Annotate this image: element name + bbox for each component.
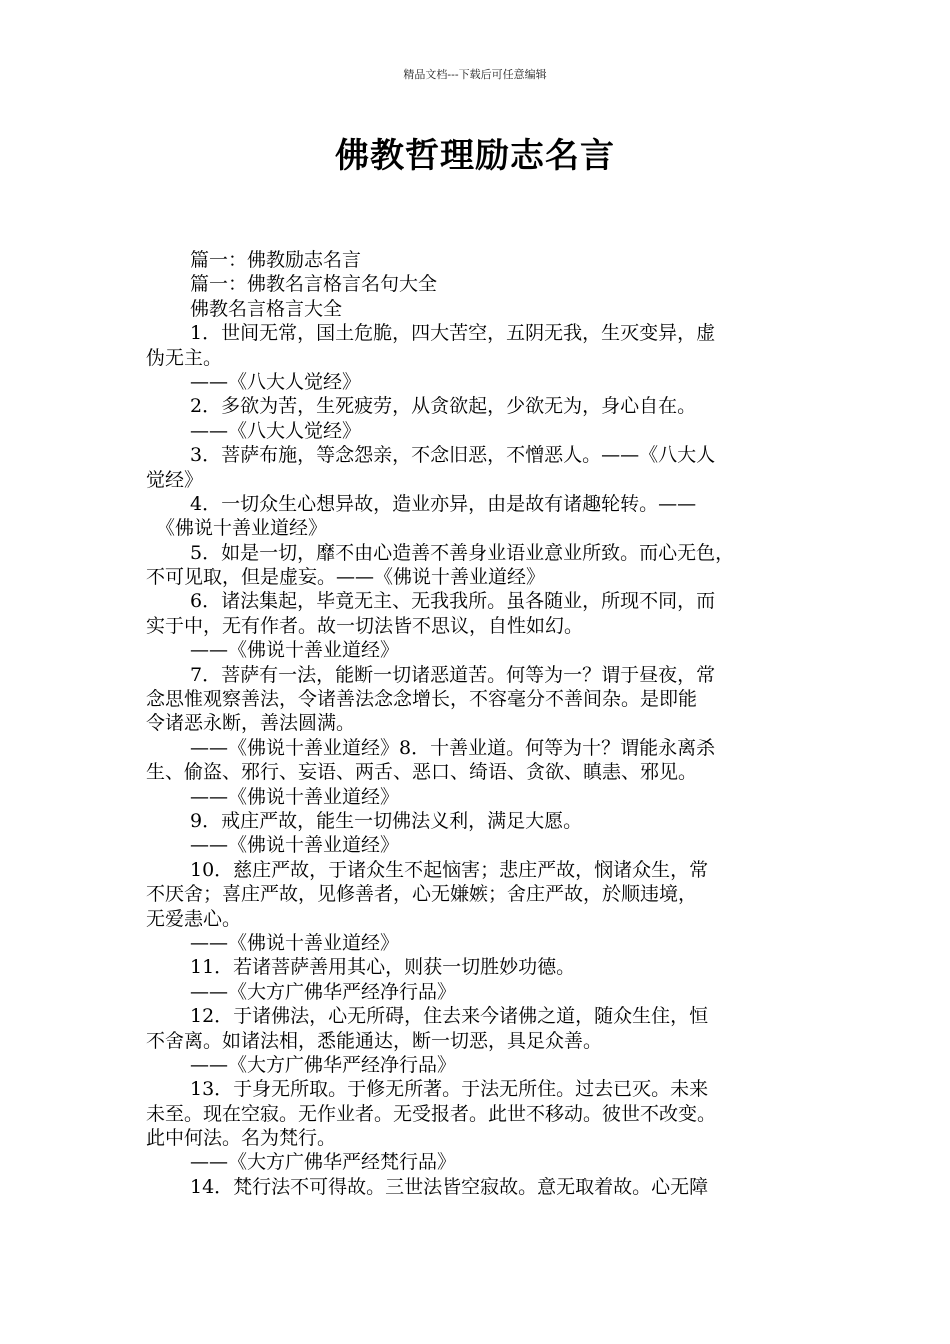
text-line: 5．如是一切，靡不由心造善不善身业语业意业所致。而心无色， [190,541,735,564]
text-line: 觉经》 [146,468,204,491]
text-line: 7．菩萨有一法，能断一切诸恶道苦。何等为一？谓于昼夜，常 [190,663,716,686]
text-line: ——《大方广佛华严经净行品》 [190,1053,457,1076]
text-line: ——《佛说十善业道经》 [190,639,400,662]
text-line: 无爱恚心。 [146,907,242,930]
text-line: ——《八大人觉经》 [190,419,362,442]
text-line: 佛教名言格言大全 [190,297,343,320]
text-line: 未至。现在空寂。无作业者。无受报者。此世不移动。彼世不改变。 [146,1102,717,1125]
text-line: 篇一：佛教名言格言名句大全 [190,273,438,296]
text-line: ——《佛说十善业道经》 [190,834,400,857]
text-line: ——《大方广佛华严经梵行品》 [190,1151,457,1174]
text-line: 此中何法。名为梵行。 [146,1127,337,1150]
text-line: 2．多欲为苦，生死疲劳，从贪欲起，少欲无为，身心自在。 [190,395,697,418]
text-line: 生、偷盗、邪行、妄语、两舌、恶口、绮语、贪欲、瞋恚、邪见。 [146,761,698,784]
text-line: 4．一切众生心想异故，造业亦异，由是故有诸趣轮转。—— [190,492,697,515]
text-line: 《佛说十善业道经》 [156,517,328,540]
page-header: 精品文档---下载后可任意编辑 [403,68,547,81]
document-title: 佛教哲理励志名言 [335,136,615,176]
text-line: 6．诸法集起，毕竟无主、无我我所。虽各随业，所现不同，而 [190,590,716,613]
text-line: ——《佛说十善业道经》 [190,785,400,808]
text-line: 不舍离。如诸法相，悉能通达，断一切恶，具足众善。 [146,1029,603,1052]
text-line: 篇一：佛教励志名言 [190,249,362,271]
text-line: 3．菩萨布施，等念怨亲，不念旧恶，不憎恶人。——《八大人 [190,444,716,467]
text-line: 12．于诸佛法，心无所碍，住去来今诸佛之道，随众生住，恒 [190,1005,709,1028]
text-line: 实于中，无有作者。故一切法皆不思议，自性如幻。 [146,614,584,637]
text-line: 14．梵行法不可得故。三世法皆空寂故。意无取着故。心无障 [190,1175,709,1198]
text-line: 令诸恶永断，善法圆满。 [146,712,356,735]
text-line: 13．于身无所取。于修无所著。于法无所住。过去已灭。未来 [190,1078,709,1101]
text-line: 伪无主。 [146,346,223,369]
text-line: 1．世间无常，国土危脆，四大苦空，五阴无我，生灭变异，虚 [190,322,716,345]
text-line: ——《佛说十善业道经》8．十善业道。何等为十？谓能永离杀 [190,736,716,759]
text-line: 10．慈庄严故，于诸众生不起恼害；悲庄严故，悯诸众生，常 [190,858,709,881]
text-line: 11．若诸菩萨善用其心，则获一切胜妙功德。 [190,956,576,979]
document-body [146,248,811,1199]
text-line: 不可见取，但是虚妄。——《佛说十善业道经》 [146,566,546,589]
text-line: ——《大方广佛华严经净行品》 [190,980,457,1003]
text-line: 念思惟观察善法，令诸善法念念增长，不容毫分不善间杂。是即能 [146,688,698,711]
text-line: ——《佛说十善业道经》 [190,931,400,954]
text-line: ——《八大人觉经》 [190,370,362,393]
text-line: 9．戒庄严故，能生一切佛法义利，满足大愿。 [190,809,583,832]
text-line: 不厌舍；喜庄严故，见修善者，心无嫌嫉；舍庄严故，於顺违境， [146,883,698,906]
